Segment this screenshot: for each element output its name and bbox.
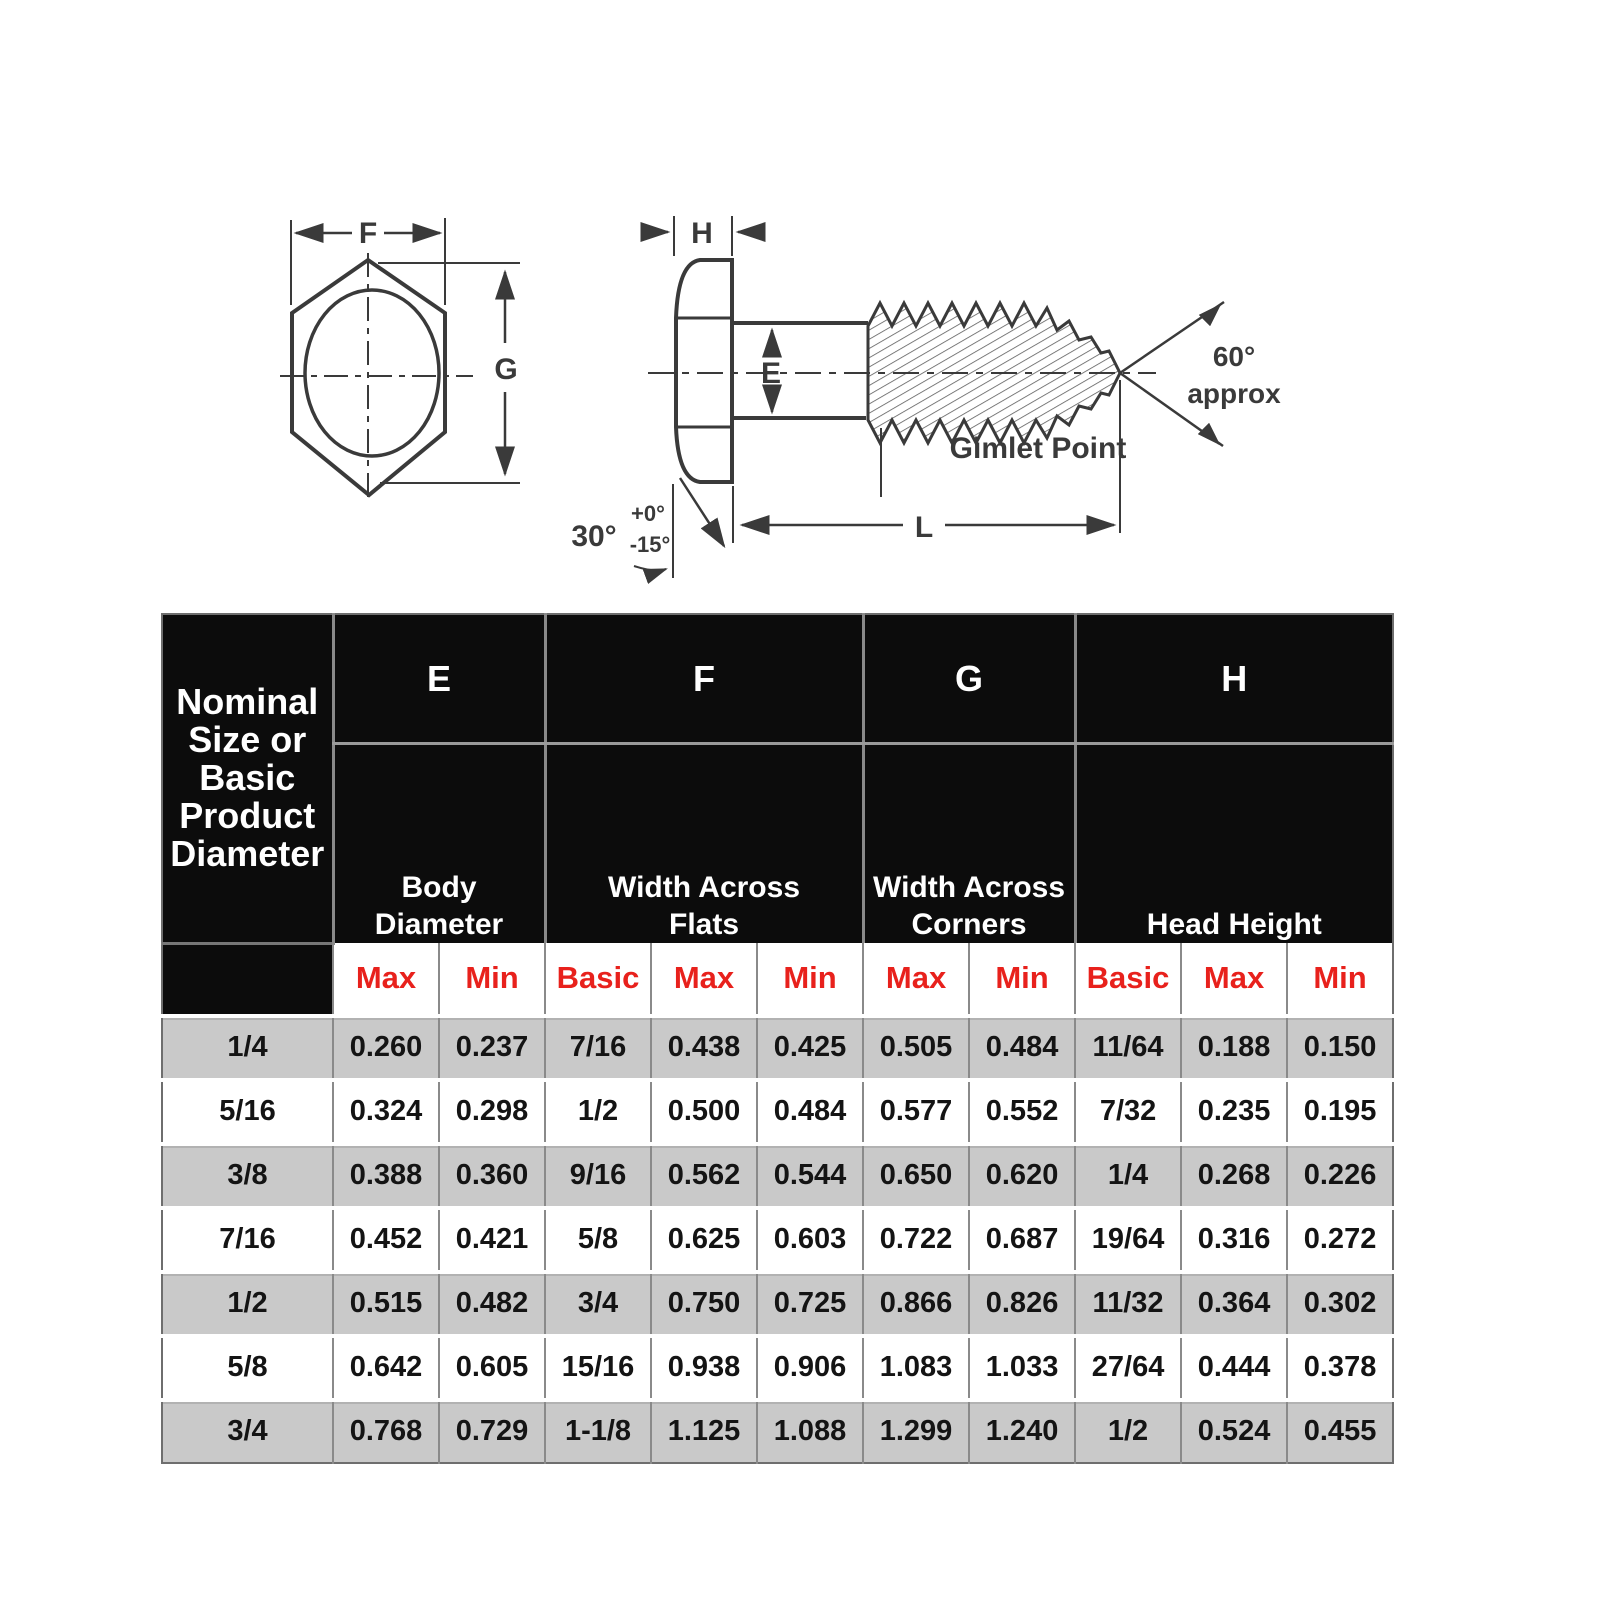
cell: 0.577	[863, 1080, 969, 1144]
desc-line: Width Across	[873, 871, 1066, 904]
chamfer-tolerance-minus: -15°	[629, 532, 671, 557]
point-angle-arc-arrow-lower	[1203, 430, 1219, 444]
subheader-h-basic: Basic	[1075, 943, 1181, 1016]
corner-line: Nominal	[176, 681, 319, 723]
cell: 0.444	[1181, 1336, 1287, 1400]
row-size: 3/4	[162, 1400, 333, 1463]
cell: 0.605	[439, 1336, 545, 1400]
hex-head-front-view	[280, 218, 520, 503]
subheader-g-max: Max	[863, 943, 969, 1016]
corner-line: Product	[179, 795, 316, 837]
cell: 0.650	[863, 1144, 969, 1208]
cell: 0.438	[651, 1016, 757, 1080]
cell: 0.272	[1287, 1208, 1393, 1272]
cell: 0.524	[1181, 1400, 1287, 1463]
desc-line: Body	[401, 871, 477, 904]
dim-label-f: F	[358, 217, 378, 250]
table-row	[162, 1336, 1393, 1400]
table-row	[162, 1208, 1393, 1272]
group-desc-width-across-flats	[545, 744, 863, 944]
cell: 0.425	[757, 1016, 863, 1080]
subheader-h-min: Min	[1287, 943, 1393, 1016]
head-chamfer-circle	[305, 290, 439, 456]
cell: 0.906	[757, 1336, 863, 1400]
point-angle-line-upper	[1120, 302, 1224, 373]
cell: 0.552	[969, 1080, 1075, 1144]
desc-line: Width Across	[608, 871, 800, 904]
cell: 0.484	[969, 1016, 1075, 1080]
cell: 0.722	[863, 1208, 969, 1272]
cell: 0.687	[969, 1208, 1075, 1272]
cell: 7/16	[545, 1016, 651, 1080]
cell: 0.768	[333, 1400, 439, 1463]
cell: 0.388	[333, 1144, 439, 1208]
chamfer-angle-label: 30°	[571, 520, 617, 553]
cell: 0.421	[439, 1208, 545, 1272]
group-desc-body-diameter	[333, 744, 545, 944]
cell: 0.378	[1287, 1336, 1393, 1400]
cell: 19/64	[1075, 1208, 1181, 1272]
cell: 0.750	[651, 1272, 757, 1336]
corner-spacer	[162, 943, 333, 1016]
group-desc-head-height	[1075, 744, 1393, 944]
cell: 1/2	[1075, 1400, 1181, 1463]
point-angle-approx-label: approx	[1187, 378, 1281, 409]
cell: 0.455	[1287, 1400, 1393, 1463]
cell: 27/64	[1075, 1336, 1181, 1400]
cell: 15/16	[545, 1336, 651, 1400]
cell: 11/32	[1075, 1272, 1181, 1336]
cell: 0.544	[757, 1144, 863, 1208]
cell: 0.235	[1181, 1080, 1287, 1144]
lag-screw-drawing	[0, 0, 1600, 600]
corner-line: Size or	[188, 719, 307, 761]
cell: 0.938	[651, 1336, 757, 1400]
cell: 0.226	[1287, 1144, 1393, 1208]
cell: 1/4	[1075, 1144, 1181, 1208]
dim-label-g: G	[494, 353, 518, 386]
table-row	[162, 1272, 1393, 1336]
cell: 0.188	[1181, 1016, 1287, 1080]
cell: 1.299	[863, 1400, 969, 1463]
subheader-f-basic: Basic	[545, 943, 651, 1016]
cell: 0.725	[757, 1272, 863, 1336]
gimlet-point-label: Gimlet Point	[949, 432, 1127, 465]
cell: 1.033	[969, 1336, 1075, 1400]
subheader-e-min: Min	[439, 943, 545, 1016]
cell: 7/32	[1075, 1080, 1181, 1144]
cell: 0.625	[651, 1208, 757, 1272]
group-header-h: H	[1075, 614, 1393, 744]
row-size: 7/16	[162, 1208, 333, 1272]
chamfer-angle-line	[680, 478, 724, 546]
cell: 0.237	[439, 1016, 545, 1080]
desc-line: Head Height	[1146, 908, 1322, 941]
cell: 0.452	[333, 1208, 439, 1272]
table-row	[162, 1080, 1393, 1144]
row-size: 1/2	[162, 1272, 333, 1336]
cell: 0.620	[969, 1144, 1075, 1208]
cell: 0.562	[651, 1144, 757, 1208]
cell: 0.482	[439, 1272, 545, 1336]
cell: 0.298	[439, 1080, 545, 1144]
chamfer-tolerance-plus: +0°	[631, 501, 665, 526]
head-profile	[676, 260, 732, 482]
dim-label-h: H	[691, 217, 713, 250]
group-header-g: G	[863, 614, 1075, 744]
cell: 0.316	[1181, 1208, 1287, 1272]
subheader-g-min: Min	[969, 943, 1075, 1016]
corner-line: Basic	[199, 757, 296, 799]
dim-label-e: E	[760, 357, 782, 390]
desc-line: Diameter	[374, 908, 504, 941]
row-size: 3/8	[162, 1144, 333, 1208]
cell: 1.240	[969, 1400, 1075, 1463]
cell: 1.083	[863, 1336, 969, 1400]
table-row	[162, 1144, 1393, 1208]
row-size: 5/16	[162, 1080, 333, 1144]
subheader-f-max: Max	[651, 943, 757, 1016]
cell: 0.500	[651, 1080, 757, 1144]
cell: 0.195	[1287, 1080, 1393, 1144]
point-angle-label: 60°	[1212, 341, 1256, 372]
cell: 0.515	[333, 1272, 439, 1336]
group-header-e: E	[333, 614, 545, 744]
cell: 0.150	[1287, 1016, 1393, 1080]
desc-line: Flats	[669, 908, 740, 941]
desc-line: Corners	[911, 908, 1027, 941]
group-header-f: F	[545, 614, 863, 744]
cell: 11/64	[1075, 1016, 1181, 1080]
table-row	[162, 1400, 1393, 1463]
cell: 5/8	[545, 1208, 651, 1272]
cell: 1/2	[545, 1080, 651, 1144]
cell: 0.360	[439, 1144, 545, 1208]
chamfer-arc-arrow	[634, 566, 666, 570]
cell: 0.364	[1181, 1272, 1287, 1336]
cell: 0.729	[439, 1400, 545, 1463]
group-desc-width-across-corners	[863, 744, 1075, 944]
cell: 0.826	[969, 1272, 1075, 1336]
cell: 1-1/8	[545, 1400, 651, 1463]
subheader-f-min: Min	[757, 943, 863, 1016]
row-size: 1/4	[162, 1016, 333, 1080]
cell: 0.484	[757, 1080, 863, 1144]
cell: 1.088	[757, 1400, 863, 1463]
lag-screw-dimension-table	[161, 613, 1394, 1464]
cell: 0.603	[757, 1208, 863, 1272]
cell: 0.324	[333, 1080, 439, 1144]
point-angle-arc-arrow-upper	[1204, 305, 1220, 318]
row-size: 5/8	[162, 1336, 333, 1400]
corner-header	[162, 614, 333, 943]
cell: 0.260	[333, 1016, 439, 1080]
cell: 1.125	[651, 1400, 757, 1463]
cell: 3/4	[545, 1272, 651, 1336]
cell: 0.302	[1287, 1272, 1393, 1336]
cell: 0.505	[863, 1016, 969, 1080]
cell: 9/16	[545, 1144, 651, 1208]
dim-label-l: L	[914, 511, 934, 544]
table-row	[162, 1016, 1393, 1080]
cell: 0.268	[1181, 1144, 1287, 1208]
corner-line: Diameter	[170, 833, 325, 875]
cell: 0.642	[333, 1336, 439, 1400]
cell: 0.866	[863, 1272, 969, 1336]
subheader-h-max: Max	[1181, 943, 1287, 1016]
subheader-e-max: Max	[333, 943, 439, 1016]
